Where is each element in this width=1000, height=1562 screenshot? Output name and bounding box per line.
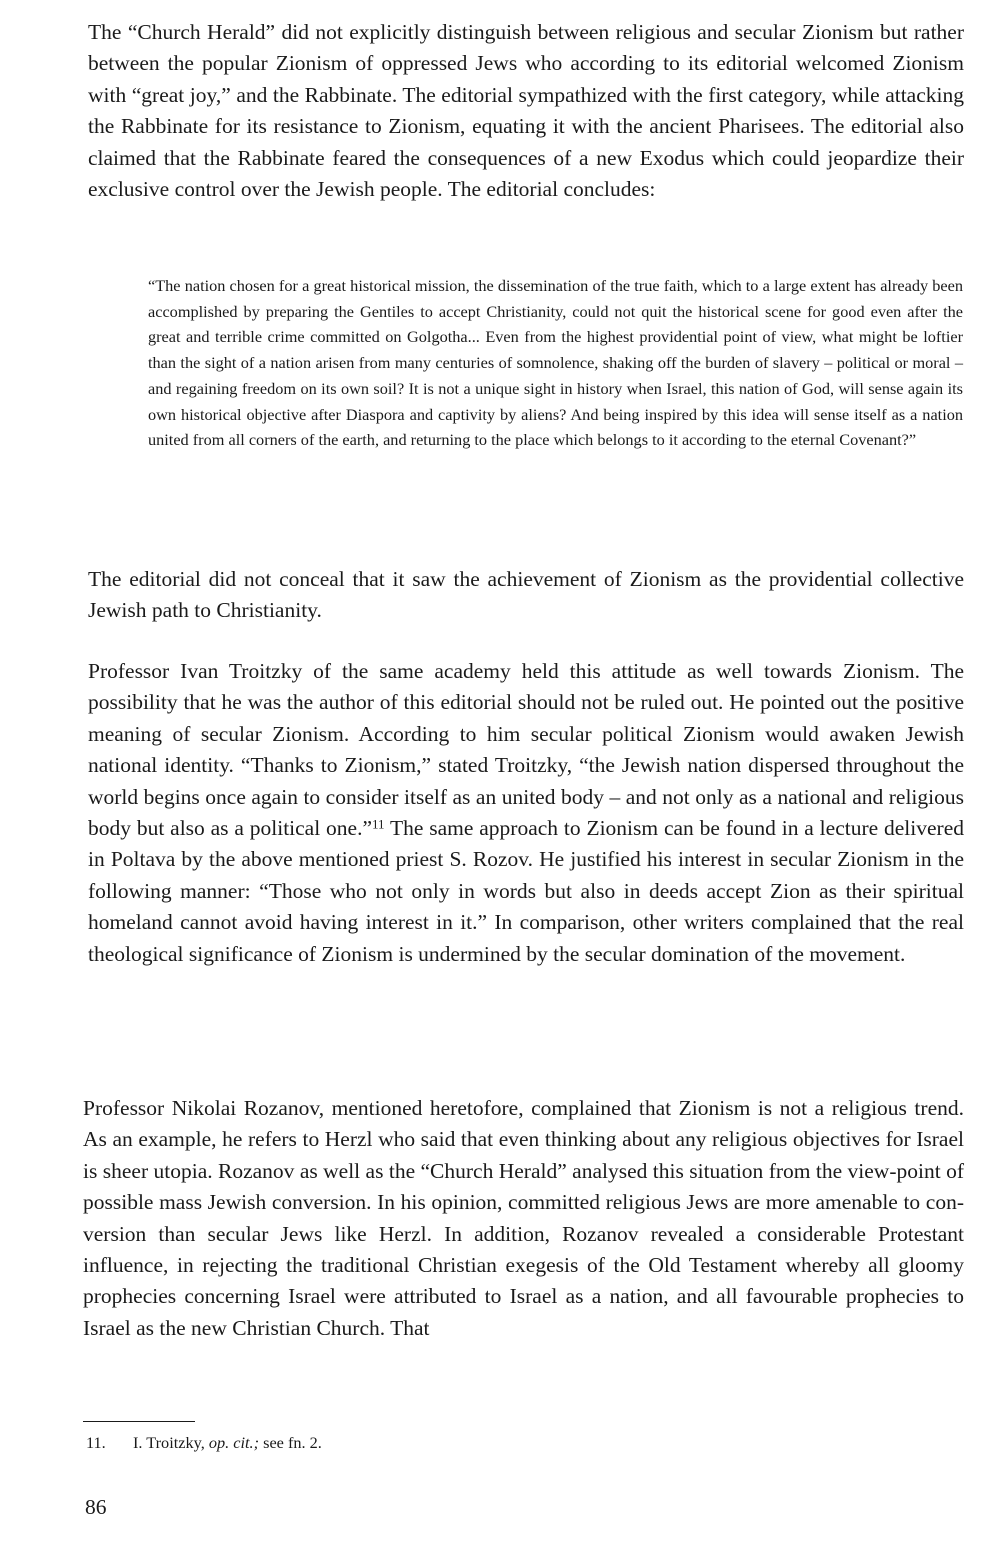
page-number: 86 bbox=[85, 1495, 107, 1519]
footnote-author: I. Troitzky, bbox=[133, 1433, 209, 1452]
footnote-number: 11. bbox=[86, 1433, 106, 1452]
footnote-divider bbox=[83, 1421, 195, 1422]
paragraph-troitzky-text: Professor Ivan Troitzky of the same academy held this attitude as well towards Zionism. The possibility that he was the author of this editorial should not be ruled out. He pointed out the positive meaning of secular Zionism. According to him secular political Zionism would awaken Jewish national identity. “Thanks to Zionism,” stated Troitzky, “the Jewish nation dispersed throughout the world begins once again to consider itself as an united body – and not only as a national and religious body but also as a political one.” bbox=[88, 659, 964, 841]
footnote-reference[interactable]: 11 bbox=[372, 816, 385, 832]
footnote-rest: see fn. 2. bbox=[259, 1433, 322, 1452]
paragraph-church-herald: The “Church Herald” did not explicitly distinguish between religious and secular Zionism but rather between the popular Zionism of oppressed Jews who according to its editorial welcomed Zionism with “great joy,” and the Rabbinate. The editorial sympathized with the first category, while attacking the Rabbinate for its resistance to Zionism, equating it with the ancient Pharisees. The editorial also claimed that the Rabbinate feared the consequences of a new Exodus which could jeopardize their exclusive control over the Jewish people. The editorial concludes: bbox=[88, 20, 964, 202]
paragraph-rozanov: Professor Nikolai Rozanov, mentioned heretofore, complained that Zionism is not a religious trend. As an example, he refers to Herzl who said that even thinking about any religious objectives for Israel is sheer utopia. Rozanov as well as the “Church Herald” analysed this situation from the view-point of possible mass Jewish conversion. In his opinion, committed religious Jews are more amenable to conversion than secular Jews like Herzl. In addition, Rozanov revealed a considerable Protestant influence, in rejecting the traditional Christian exegesis of the Old Testament whereby all gloomy prophecies concerning Israel were attributed to Israel as a nation, and all favourable prophecies to Israel as the new Christian Church. That bbox=[83, 1096, 964, 1340]
block-quote-editorial: “The nation chosen for a great historical mission, the dissemination of the true faith, which to a large extent has already been accomplished by preparing the Gentiles to accept Christianity, could not quit the historical scene for good even after the great and terrible crime committed on Golgotha... Even from the highest providential point of view, what might be loftier than the sight of a nation arisen from many centuries of somnolence, shaking off the burden of slavery – political or moral – and regaining freedom on its own soil? It is not a unique sight in history when Israel, this nation of God, will sense again its own historical objective after Diaspora and captivity by aliens? And being inspired by this idea will sense itself as a nation united from all corners of the earth, and returning to the place which belongs to it according to the eternal Covenant?” bbox=[148, 276, 963, 450]
paragraph-troitzky bbox=[88, 656, 964, 970]
footnote-11 bbox=[86, 1432, 322, 1454]
footnote-work: op. cit.; bbox=[208, 1433, 260, 1452]
paragraph-editorial-conclusion: The editorial did not conceal that it saw the achievement of Zionism as the providential collective Jewish path to Christianity. bbox=[88, 567, 964, 623]
paragraph-troitzky-text-cont: The same approach to Zionism can be found in a lecture delivered in Poltava by the above mentioned priest S. Rozov. He justified his interest in secular Zionism in the following manner: “Those who not only in words but also in deeds accept Zion as their spiritual homeland cannot avoid having interest in it.” In comparison, other writers complained that the real theological significance of Zionism is undermined by the secular domination of the movement. bbox=[88, 816, 964, 966]
